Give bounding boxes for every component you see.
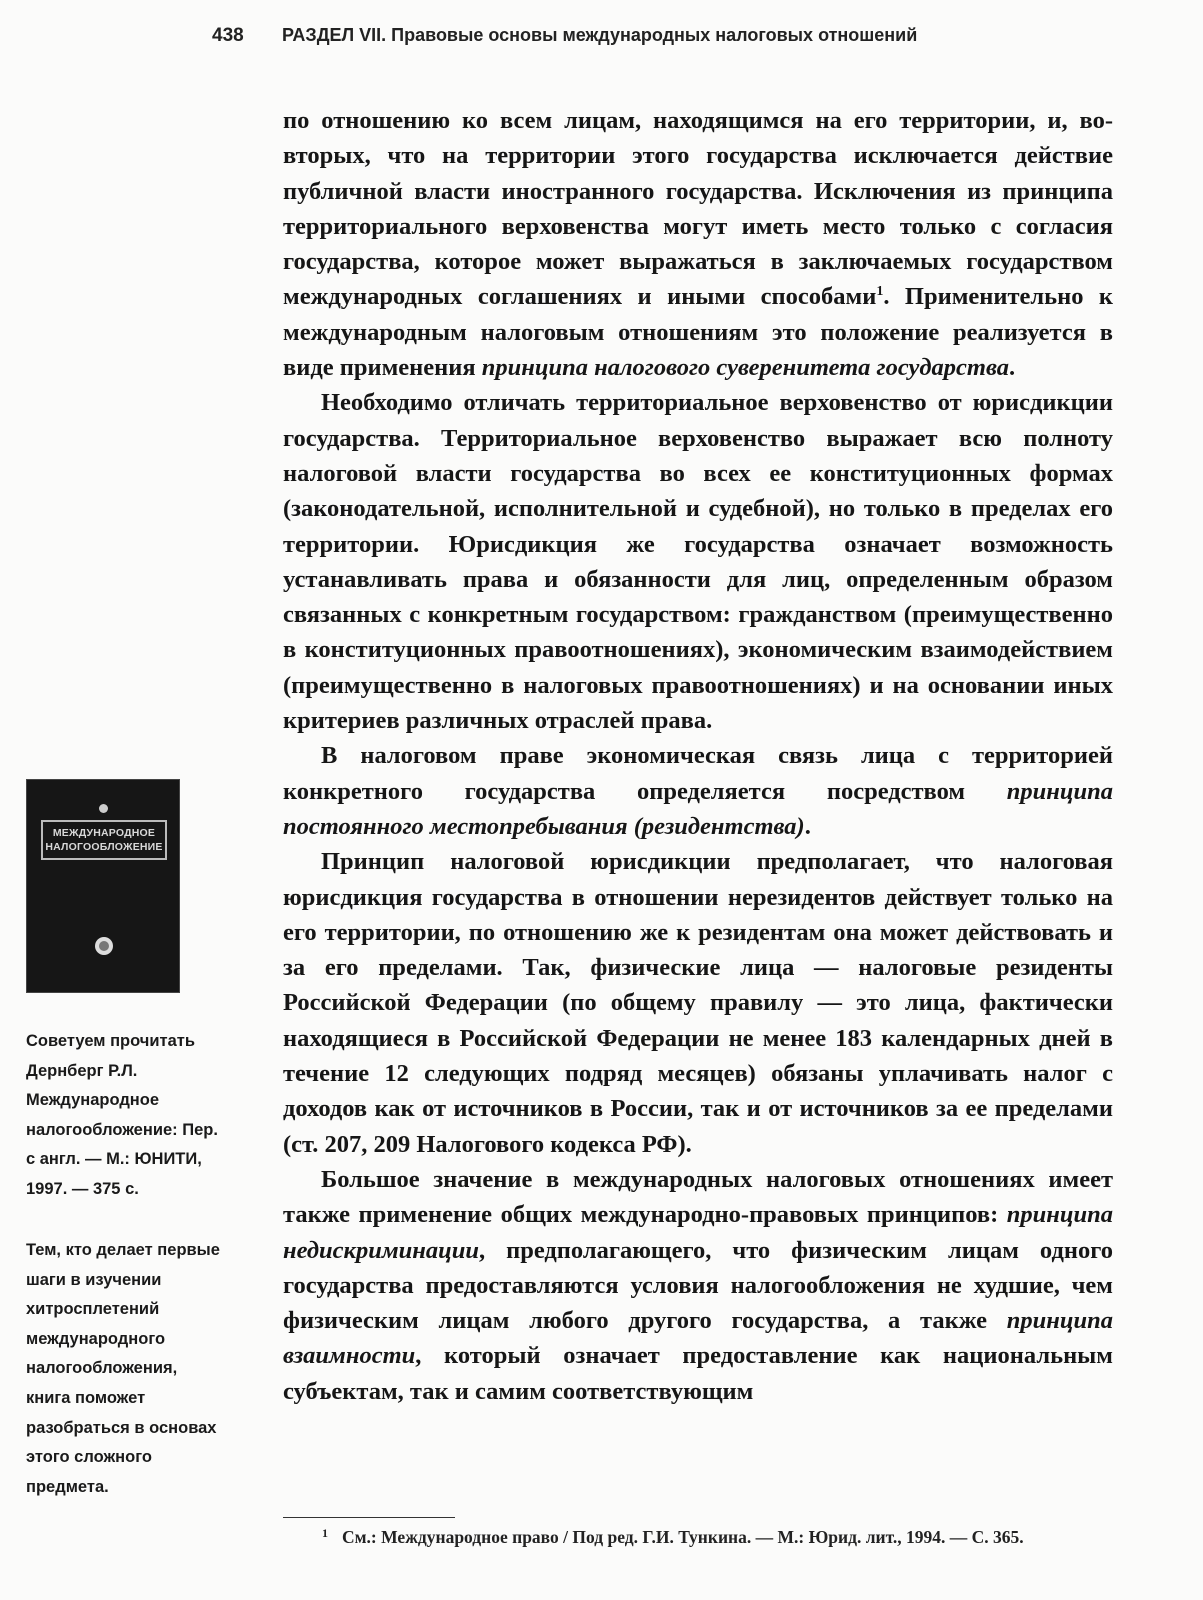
note-line: разобраться в основах bbox=[26, 1418, 217, 1437]
footnote bbox=[322, 1522, 1122, 1552]
footnote-text: См.: Международное право / Под ред. Г.И. Тункина. — М.: Юрид. лит., 1994. — С. 365. bbox=[342, 1527, 1024, 1547]
term-tax-sovereignty: принципа налогового суверенитета государства bbox=[481, 354, 1009, 382]
paragraph-1-end: . bbox=[1008, 354, 1016, 382]
running-header bbox=[212, 20, 1112, 50]
book-cover-title bbox=[41, 820, 167, 860]
recommend-line: Дернберг Р.Л. bbox=[26, 1061, 138, 1080]
paragraph-1-text-b: . Применительно к международным налоговым отношениям это положение реализуется в виде применения bbox=[283, 283, 1113, 382]
recommend-line: 1997. — 375 с. bbox=[26, 1179, 139, 1198]
recommend-line: Советуем прочитать bbox=[26, 1032, 195, 1050]
footnote-ref[interactable]: 1 bbox=[876, 284, 884, 300]
footnote-marker: 1 bbox=[322, 1526, 328, 1540]
recommended-reading bbox=[26, 1027, 256, 1205]
paragraph-1 bbox=[283, 103, 1113, 385]
term-reciprocity: принципа взаимности bbox=[283, 1307, 1113, 1370]
note-line: налогообложения, bbox=[26, 1359, 178, 1378]
recommend-line: налогообложение: Пер. bbox=[26, 1120, 218, 1139]
paragraph-5-end: , который означает предоставление как национальным субъектам, так и самим соответствующим bbox=[283, 1342, 1113, 1405]
paragraph-3-text: В налоговом праве экономическая связь лица с территорией конкретного государства определяется посредством bbox=[283, 742, 1113, 805]
note-line: предмета. bbox=[26, 1477, 109, 1496]
footnote-divider bbox=[283, 1517, 455, 1518]
paragraph-5-text: Большое значение в международных налоговых отношениях имеет также применение общих международно-правовых принципов: bbox=[283, 1165, 1113, 1229]
paragraph-5 bbox=[283, 1162, 1113, 1409]
paragraph-1-text: по отношению ко всем лицам, находящимся на его территории, и, во-вторых, что на территории этого государства исключается действие публичной власти иностранного государства. Исключения из принципа территориального верховенства могут иметь место только с согласия государства, которое может выражаться в заключаемых государством международных соглашениях и иными способами bbox=[283, 107, 1113, 311]
term-tax-jurisdiction: Принцип налоговой юрисдикции bbox=[321, 848, 731, 876]
recommend-line: с англ. — М.: ЮНИТИ, bbox=[26, 1150, 202, 1169]
note-line: шаги в изучении bbox=[26, 1270, 162, 1289]
section-title: РАЗДЕЛ VII. Правовые основы международных налоговых отношений bbox=[282, 25, 918, 45]
cover-ornament bbox=[99, 804, 108, 813]
recommend-line: Международное bbox=[26, 1091, 160, 1110]
paragraph-4 bbox=[283, 844, 1113, 1162]
note-line: международного bbox=[26, 1329, 166, 1348]
paragraph-3-end: . bbox=[804, 812, 811, 840]
paragraph-5-text-b: , предполагающего, что физическим лицам одного государства предоставляются условия налогообложения не худшие, чем физическим лицам любого другого государства, а также bbox=[283, 1236, 1113, 1335]
note-line: Тем, кто делает первые bbox=[26, 1241, 220, 1259]
book-cover-image bbox=[26, 779, 180, 993]
note-line: этого сложного bbox=[26, 1448, 152, 1467]
term-residency: принципа постоянного местопребывания (резидентства) bbox=[283, 777, 1113, 840]
main-text bbox=[283, 103, 1113, 1409]
cover-title-line: НАЛОГООБЛОЖЕНИЕ bbox=[45, 841, 163, 853]
paragraph-2: Необходимо отличать территориальное верховенство от юрисдикции государства. Территориальное верховенство выражает всю полноту налоговой власти государства во всех ее конституционных формах (законодательной, исполнительной и судебной), но только в пределах его территории. Юрисдикция же государства означает возможность устанавливать права и обязанности для лиц, определенным образом связанных с конкретным государством: гражданством (преимущественно в конституционных правоотношениях), экономическим взаимодействием (преимущественно в налоговых правоотношениях) и на основании иных критериев различных отраслей права. bbox=[283, 389, 1113, 735]
paragraph-4-text: предполагает, что налоговая юрисдикция государства в отношении нерезидентов действует только на его территории, по отношению же к резидентам она может действовать и за его пределами. Так, физические лица — налоговые резиденты Российской Федерации (по общему правилу — это лица, фактически находящиеся в Российской Федерации не менее 183 календарных дней в течение 12 следующих подряд месяцев) обязаны уплачивать налог с доходов как от источников в России, так и от источников за ее пределами (ст. 207, 209 Налогового кодекса РФ). bbox=[283, 848, 1113, 1158]
page-number: 438 bbox=[212, 25, 244, 46]
paragraph-3 bbox=[283, 738, 1113, 844]
publisher-logo-icon bbox=[95, 937, 113, 955]
note-line: хитросплетений bbox=[26, 1300, 160, 1319]
term-non-discrimination: принципа недискриминации bbox=[283, 1201, 1113, 1264]
cover-title-line: МЕЖДУНАРОДНОЕ bbox=[52, 827, 156, 839]
note-line: книга поможет bbox=[26, 1388, 146, 1407]
recommendation-note bbox=[26, 1236, 256, 1502]
